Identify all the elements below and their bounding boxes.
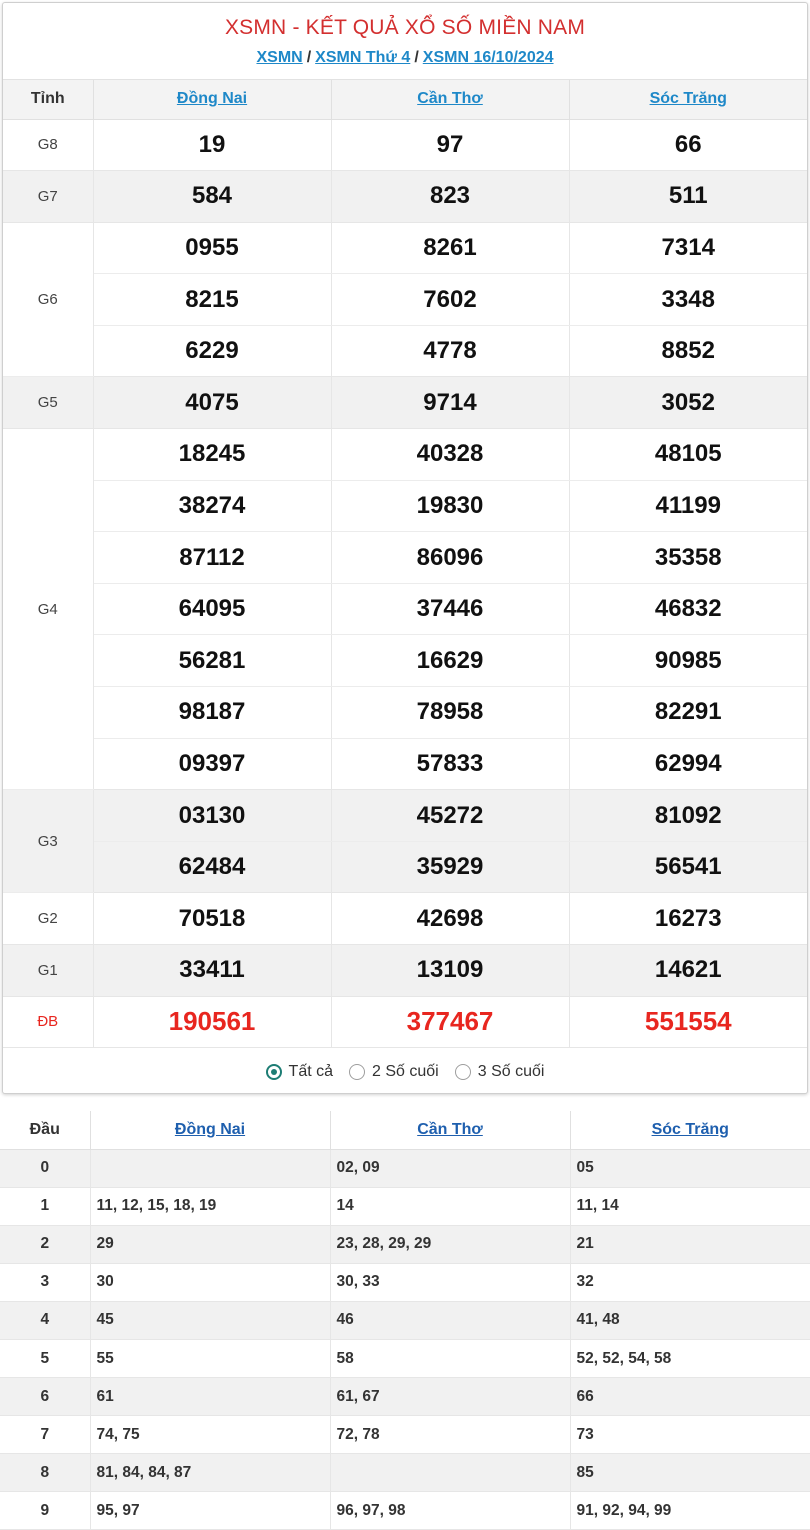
prize-number: 86096 (331, 532, 569, 584)
tail-numbers: 72, 78 (330, 1416, 570, 1454)
tail-numbers: 21 (570, 1225, 810, 1263)
prize-number: 40328 (331, 429, 569, 481)
prize-number: 48105 (569, 429, 807, 481)
prize-number: 35358 (569, 532, 807, 584)
tail-numbers: 41, 48 (570, 1301, 810, 1339)
prize-number: 09397 (93, 738, 331, 790)
prize-row (3, 274, 807, 326)
radio-unselected-icon[interactable] (349, 1064, 365, 1080)
head-digit: 8 (0, 1454, 90, 1492)
prize-number: 190561 (93, 996, 331, 1048)
prize-number: 57833 (331, 738, 569, 790)
tail-numbers: 14 (330, 1187, 570, 1225)
results-header-row (3, 80, 807, 119)
tail-numbers: 11, 12, 15, 18, 19 (90, 1187, 330, 1225)
prize-number: 37446 (331, 583, 569, 635)
prize-number: 42698 (331, 893, 569, 945)
head-digit: 6 (0, 1378, 90, 1416)
head-digit-table (0, 1111, 810, 1530)
prize-number: 33411 (93, 945, 331, 997)
tail-numbers: 95, 97 (90, 1492, 330, 1530)
prize-number: 81092 (569, 790, 807, 842)
province-link-can-tho[interactable]: Cần Thơ (417, 90, 483, 108)
head-digit-row (0, 1454, 810, 1492)
column-label-province: Tỉnh (3, 80, 93, 119)
prize-row (3, 222, 807, 274)
tail-numbers: 46 (330, 1301, 570, 1339)
head-digit-row (0, 1378, 810, 1416)
prize-number: 45272 (331, 790, 569, 842)
prize-number: 18245 (93, 429, 331, 481)
filter-option-last-3[interactable] (455, 1063, 545, 1081)
prize-row (3, 377, 807, 429)
prize-label: G8 (3, 119, 93, 171)
prize-number: 4075 (93, 377, 331, 429)
prize-number: 823 (331, 171, 569, 223)
tail-numbers: 32 (570, 1263, 810, 1301)
prize-row (3, 841, 807, 893)
tail-numbers: 96, 97, 98 (330, 1492, 570, 1530)
filter-option-label: 3 Số cuối (477, 1063, 545, 1081)
prize-number: 0955 (93, 222, 331, 274)
filter-option-last-2[interactable] (349, 1063, 439, 1081)
results-table (3, 80, 807, 1048)
prize-row (3, 635, 807, 687)
prize-number: 7602 (331, 274, 569, 326)
prize-row (3, 893, 807, 945)
tail-numbers: 66 (570, 1378, 810, 1416)
prize-number: 78958 (331, 687, 569, 739)
prize-number: 8852 (569, 325, 807, 377)
tail-numbers: 74, 75 (90, 1416, 330, 1454)
prize-number: 14621 (569, 945, 807, 997)
head-digit-row (0, 1416, 810, 1454)
digit-filter (3, 1048, 807, 1096)
prize-row (3, 583, 807, 635)
tail-numbers: 91, 92, 94, 99 (570, 1492, 810, 1530)
tail-numbers: 29 (90, 1225, 330, 1263)
breadcrumb-link-xsmn[interactable]: XSMN (256, 49, 303, 66)
prize-label: G2 (3, 893, 93, 945)
prize-number: 56541 (569, 841, 807, 893)
prize-number: 62994 (569, 738, 807, 790)
prize-label: G5 (3, 377, 93, 429)
page-header (3, 3, 807, 80)
prize-number: 98187 (93, 687, 331, 739)
tail-numbers: 55 (90, 1339, 330, 1377)
stats-province-link-can-tho[interactable]: Cần Thơ (417, 1120, 483, 1138)
province-link-dong-nai[interactable]: Đồng Nai (176, 90, 248, 108)
prize-row (3, 790, 807, 842)
prize-number: 511 (569, 171, 807, 223)
prize-number: 62484 (93, 841, 331, 893)
breadcrumb-link-weekday[interactable]: XSMN Thứ 4 (315, 49, 411, 66)
prize-number: 16273 (569, 893, 807, 945)
head-digit: 9 (0, 1492, 90, 1530)
tail-numbers: 61, 67 (330, 1378, 570, 1416)
prize-number: 66 (569, 119, 807, 171)
radio-unselected-icon[interactable] (455, 1064, 471, 1080)
prize-row (3, 480, 807, 532)
prize-number: 3348 (569, 274, 807, 326)
tail-numbers: 02, 09 (330, 1149, 570, 1187)
prize-row (3, 996, 807, 1048)
prize-number: 3052 (569, 377, 807, 429)
prize-label: G4 (3, 429, 93, 790)
prize-label: ĐB (3, 996, 93, 1048)
head-digit-header-row (0, 1111, 810, 1149)
column-label-head: Đầu (0, 1111, 90, 1149)
prize-number: 87112 (93, 532, 331, 584)
prize-label: G6 (3, 222, 93, 377)
prize-row (3, 429, 807, 481)
head-digit-row (0, 1301, 810, 1339)
breadcrumb-link-date[interactable]: XSMN 16/10/2024 (422, 49, 554, 66)
prize-number: 4778 (331, 325, 569, 377)
tail-numbers: 11, 14 (570, 1187, 810, 1225)
prize-row (3, 119, 807, 171)
filter-option-label: Tất cả (288, 1063, 334, 1081)
prize-number: 38274 (93, 480, 331, 532)
results-body (3, 119, 807, 1048)
tail-numbers: 05 (570, 1149, 810, 1187)
stats-column-can-tho (330, 1111, 570, 1149)
head-digit-row (0, 1339, 810, 1377)
filter-option-all[interactable] (266, 1063, 333, 1081)
head-digit-row (0, 1263, 810, 1301)
prize-number: 56281 (93, 635, 331, 687)
prize-number: 64095 (93, 583, 331, 635)
tail-numbers: 58 (330, 1339, 570, 1377)
prize-number: 551554 (569, 996, 807, 1048)
prize-number: 46832 (569, 583, 807, 635)
prize-number: 82291 (569, 687, 807, 739)
tail-numbers: 81, 84, 84, 87 (90, 1454, 330, 1492)
prize-label: G3 (3, 790, 93, 893)
head-digit: 3 (0, 1263, 90, 1301)
prize-number: 6229 (93, 325, 331, 377)
breadcrumb-separator: / (306, 49, 312, 66)
stats-column-dong-nai (90, 1111, 330, 1149)
prize-number: 19830 (331, 480, 569, 532)
tail-numbers: 61 (90, 1378, 330, 1416)
page-title: XSMN - KẾT QUẢ XỔ SỐ MIỀN NAM (224, 16, 586, 39)
column-province-soc-trang (569, 80, 807, 119)
prize-label: G1 (3, 945, 93, 997)
prize-label: G7 (3, 171, 93, 223)
tail-numbers: 30, 33 (330, 1263, 570, 1301)
prize-number: 8261 (331, 222, 569, 274)
prize-number: 90985 (569, 635, 807, 687)
prize-number: 41199 (569, 480, 807, 532)
stats-column-soc-trang (570, 1111, 810, 1149)
head-digit-row (0, 1187, 810, 1225)
column-province-dong-nai (93, 80, 331, 119)
prize-number: 377467 (331, 996, 569, 1048)
prize-number: 97 (331, 119, 569, 171)
prize-row (3, 325, 807, 377)
prize-number: 16629 (331, 635, 569, 687)
prize-row (3, 532, 807, 584)
prize-number: 03130 (93, 790, 331, 842)
tail-numbers: 30 (90, 1263, 330, 1301)
head-digit-body (0, 1149, 810, 1530)
stats-province-link-soc-trang[interactable]: Sóc Trăng (651, 1120, 729, 1138)
head-digit-row (0, 1492, 810, 1530)
head-digit: 2 (0, 1225, 90, 1263)
tail-numbers: 23, 28, 29, 29 (330, 1225, 570, 1263)
prize-number: 13109 (331, 945, 569, 997)
column-province-can-tho (331, 80, 569, 119)
stats-province-link-dong-nai[interactable]: Đồng Nai (174, 1120, 246, 1138)
prize-number: 35929 (331, 841, 569, 893)
filter-option-label: 2 Số cuối (372, 1063, 439, 1081)
prize-row (3, 687, 807, 739)
prize-row (3, 945, 807, 997)
tail-numbers (330, 1454, 570, 1492)
prize-row (3, 738, 807, 790)
breadcrumb-separator: / (414, 49, 419, 66)
prize-number: 19 (93, 119, 331, 171)
head-digit: 7 (0, 1416, 90, 1454)
prize-number: 9714 (331, 377, 569, 429)
prize-row (3, 171, 807, 223)
tail-numbers: 45 (90, 1301, 330, 1339)
province-link-soc-trang[interactable]: Sóc Trăng (649, 90, 727, 108)
head-digit: 1 (0, 1187, 90, 1225)
head-digit: 0 (0, 1149, 90, 1187)
radio-selected-icon[interactable] (266, 1064, 282, 1080)
head-digit-row (0, 1225, 810, 1263)
prize-number: 584 (93, 171, 331, 223)
breadcrumb (3, 49, 807, 67)
tail-numbers: 52, 52, 54, 58 (570, 1339, 810, 1377)
head-digit-row (0, 1149, 810, 1187)
tail-numbers: 85 (570, 1454, 810, 1492)
head-digit: 4 (0, 1301, 90, 1339)
results-card (2, 2, 808, 1094)
prize-number: 8215 (93, 274, 331, 326)
tail-numbers (90, 1149, 330, 1187)
tail-numbers: 73 (570, 1416, 810, 1454)
head-digit: 5 (0, 1339, 90, 1377)
prize-number: 70518 (93, 893, 331, 945)
prize-number: 7314 (569, 222, 807, 274)
